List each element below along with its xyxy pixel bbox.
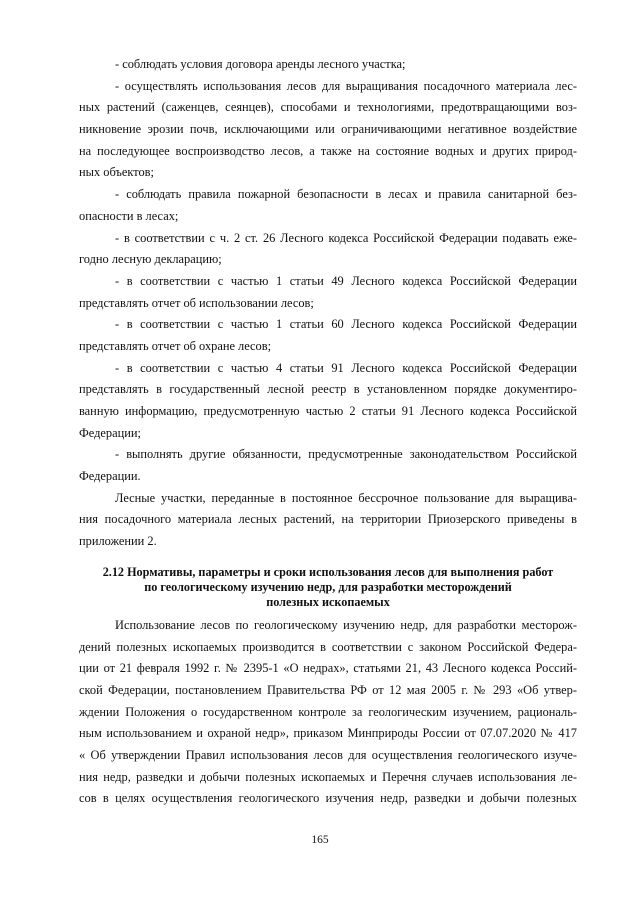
text-line: представлять отчет об охране лесов; <box>79 338 272 353</box>
text-line: приложении 2. <box>79 534 157 549</box>
text-line: Федерации; <box>79 425 141 440</box>
text-line: - выполнять другие обязанности, предусмотренные законодательством Российской <box>115 447 577 462</box>
text-line: - соблюдать правила пожарной безопасности в лесах и правила санитарной без- <box>115 187 577 202</box>
text-line: представлять отчет об использовании лесов; <box>79 295 314 310</box>
section-body <box>79 615 577 810</box>
text-line: никновение эрозии почв, исключающими или ограничивающими негативное воздействие <box>79 122 577 137</box>
obligations-list <box>79 54 577 553</box>
page-number: 165 <box>311 834 329 846</box>
text-line: - соблюдать условия договора аренды лесного участка; <box>115 57 406 71</box>
text-line: годно лесную декларацию; <box>79 252 222 267</box>
heading-line: полезных ископаемых <box>266 594 390 609</box>
text-line: « Об утверждении Правил использования лесов для осуществления геологического изуче- <box>79 747 577 762</box>
text-line: ния посадочного материала лесных растений, на территории Приозерского приведены в <box>79 512 577 527</box>
text-line: ния недр, разведки и добычи полезных ископаемых и Перечня случаев использования ле- <box>79 769 577 784</box>
text-line: Лесные участки, переданные в постоянное бессрочное пользование для выращива- <box>115 490 577 505</box>
text-line: - в соответствии с ч. 2 ст. 26 Лесного кодекса Российской Федерации подавать еже- <box>115 230 577 245</box>
text-line: ждении Положения о государственном контроле за геологическим изучением, рациональ- <box>79 704 577 719</box>
text-line: - осуществлять использования лесов для выращивания посадочного материала лес- <box>115 78 577 93</box>
text-line: сов в целях осуществления геологического изучения недр, разведки и добычи полезных <box>79 791 577 806</box>
heading-line: 2.12 Нормативы, параметры и сроки использования лесов для выполнения работ <box>102 564 554 579</box>
text-line: опасности в лесах; <box>79 208 179 223</box>
text-line: Использование лесов по геологическому изучению недр, для разработки месторож- <box>115 617 577 632</box>
section-heading <box>79 565 577 610</box>
text-line: ванную информацию, предусмотренную частью 2 статьи 91 Лесного кодекса Российской <box>79 404 577 418</box>
text-line: дений полезных ископаемых производится в соответствии с законом Российской Федера- <box>79 639 577 654</box>
text-line: - в соответствии с частью 1 статьи 49 Лесного кодекса Российской Федерации <box>115 273 577 288</box>
text-line: ской Федерации, постановлением Правительства РФ от 12 мая 2005 г. № 293 «Об утвер- <box>79 682 577 697</box>
text-line: ции от 21 февраля 1992 г. № 2395-1 «О недрах», статьями 21, 43 Лесного кодекса Россий- <box>79 661 577 676</box>
text-line: Федерации. <box>79 469 141 484</box>
text-line: ных объектов; <box>79 165 154 180</box>
text-line: - в соответствии с частью 1 статьи 60 Лесного кодекса Российской Федерации <box>115 317 577 332</box>
text-line: ных растений (саженцев, сеянцев), способами и технологиями, предотвращающими воз- <box>79 100 577 115</box>
text-line: на последующее воспроизводство лесов, а также на состояние водных и других природ- <box>79 143 577 158</box>
heading-line: по геологическому изучению недр, для разработки месторождений <box>144 579 512 594</box>
text-line: ным использованием и охраной недр», приказом Минприроды России от 07.07.2020 № 417 <box>79 726 577 741</box>
text-line: - в соответствии с частью 4 статьи 91 Лесного кодекса Российской Федерации <box>115 360 577 375</box>
text-line: представлять в государственный лесной реестр в установленном порядке документиро- <box>79 382 577 397</box>
